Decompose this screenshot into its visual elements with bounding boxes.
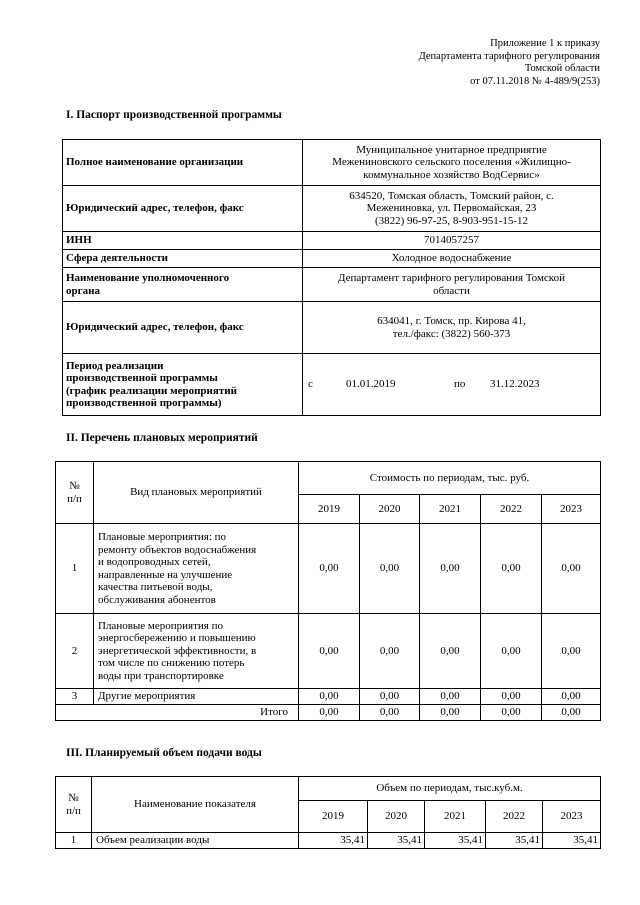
year-header: 2022 — [481, 495, 542, 524]
value-line: Муниципальное унитарное предприятие — [356, 143, 547, 156]
table-row — [63, 250, 601, 268]
table-row — [63, 268, 601, 302]
value-line: (3822) 96-97-25, 8-903-951-15-12 — [374, 214, 529, 227]
cell-value: 0,00 — [542, 705, 601, 721]
value-line: Межениновского сельского поселения «Жилищно- — [332, 156, 571, 169]
cell-value: 0,00 — [481, 689, 542, 705]
table-row — [56, 614, 601, 689]
row-value — [303, 140, 601, 186]
year-header: 2020 — [360, 495, 420, 524]
row-num: 1 — [56, 833, 92, 849]
appendix-line: Департамента тарифного регулирования — [418, 50, 600, 62]
appendix-line: от 07.11.2018 № 4-489/9(253) — [470, 75, 600, 87]
num-header — [56, 777, 92, 833]
cell-value: 0,00 — [299, 689, 360, 705]
total-label: Итого — [56, 705, 299, 721]
value-line: Межениновка, ул. Первомайская, 23 — [366, 202, 537, 215]
section2-title: II. Перечень плановых мероприятий — [66, 432, 258, 444]
passport-table — [62, 139, 601, 416]
desc-line: направленные на улучшение — [98, 568, 233, 581]
year-header: 2021 — [420, 495, 481, 524]
cost-header: Стоимость по периодам, тыс. руб. — [299, 462, 601, 495]
value-line: тел./факс: (3822) 560-373 — [392, 327, 511, 340]
desc-line: энергосбережению и повышению — [98, 632, 256, 645]
year-header: 2022 — [486, 801, 543, 833]
value-line: 634520, Томская область, Томский район, с. — [349, 189, 554, 202]
table-row — [63, 186, 601, 232]
appendix-line: Приложение 1 к приказу — [490, 38, 600, 49]
num-header — [56, 462, 94, 524]
row-value — [303, 268, 601, 302]
label-line: производственной программы) — [66, 397, 222, 409]
row-label: Сфера деятельности — [63, 250, 303, 268]
cell-value: 35,41 — [425, 833, 486, 849]
cell-value: 0,00 — [360, 524, 420, 614]
cell-value: 35,41 — [486, 833, 543, 849]
cell-value: 0,00 — [360, 689, 420, 705]
cell-value: 0,00 — [420, 689, 481, 705]
label-line: (график реализации мероприятий — [66, 384, 237, 397]
desc-line: Плановые мероприятия: по — [98, 531, 227, 543]
header-row — [56, 777, 601, 801]
desc-line: Плановые мероприятия по — [98, 619, 223, 632]
period-from: 01.01.2019 — [346, 378, 396, 391]
cell-value: 0,00 — [299, 705, 360, 721]
appendix-header — [300, 38, 600, 88]
row-label — [63, 268, 303, 302]
cell-value: 35,41 — [543, 833, 601, 849]
row-label: Полное наименование организации — [63, 140, 303, 186]
desc-line: ремонту объектов водоснабжения — [98, 543, 257, 556]
year-header: 2023 — [543, 801, 601, 833]
table-row — [63, 140, 601, 186]
year-header: 2023 — [542, 495, 601, 524]
row-value: 7014057257 — [303, 232, 601, 250]
label-line: органа — [66, 284, 100, 297]
section3-title: III. Планируемый объем подачи воды — [66, 747, 262, 759]
desc-line: воды при транспортировке — [98, 669, 224, 682]
header-line: п/п — [67, 492, 82, 505]
year-header: 2019 — [299, 801, 368, 833]
row-value — [303, 186, 601, 232]
year-header: 2021 — [425, 801, 486, 833]
row-num: 2 — [56, 614, 94, 689]
cell-value: 0,00 — [360, 614, 420, 689]
total-row — [56, 705, 601, 721]
label-line: Период реализации — [66, 359, 164, 372]
cell-value: 0,00 — [360, 705, 420, 721]
table-row — [63, 302, 601, 354]
row-label: Юридический адрес, телефон, факс — [63, 186, 303, 232]
period-from-word: с — [308, 378, 313, 391]
label-line: производственной программы — [66, 372, 218, 384]
row-desc — [94, 524, 299, 614]
name-header: Наименование показателя — [92, 777, 299, 833]
measures-table — [55, 461, 601, 721]
label-line: Наименование уполномоченного — [66, 272, 230, 284]
cell-value: 35,41 — [299, 833, 368, 849]
period-to-word: по — [454, 378, 466, 391]
header-line: п/п — [66, 804, 81, 817]
value-line: 634041, г. Томск, пр. Кирова 41, — [377, 315, 526, 327]
cell-value: 0,00 — [420, 614, 481, 689]
cell-value: 0,00 — [420, 705, 481, 721]
cell-value: 0,00 — [542, 524, 601, 614]
table-row — [63, 354, 601, 416]
row-desc: Другие мероприятия — [94, 689, 299, 705]
value-line: коммунальное хозяйство ВодСервис» — [363, 168, 540, 181]
table-row — [63, 232, 601, 250]
row-value — [303, 302, 601, 354]
year-header: 2020 — [368, 801, 425, 833]
period-to: 31.12.2023 — [490, 378, 540, 391]
water-volume-table — [55, 776, 601, 849]
desc-line: и водопроводных сетей, — [98, 556, 211, 568]
desc-line: энергетической эффективности, в — [98, 644, 257, 657]
cell-value: 0,00 — [420, 524, 481, 614]
header-row — [56, 462, 601, 495]
row-num: 1 — [56, 524, 94, 614]
cell-value: 0,00 — [542, 689, 601, 705]
section1-title: I. Паспорт производственной программы — [66, 109, 282, 121]
value-line: Департамент тарифного регулирования Томской — [338, 272, 565, 284]
desc-line: качества питьевой воды, — [98, 581, 213, 593]
row-label — [63, 354, 303, 416]
header-line: № — [68, 792, 79, 804]
cell-value: 0,00 — [299, 524, 360, 614]
cell-value: 35,41 — [368, 833, 425, 849]
kind-header: Вид плановых мероприятий — [94, 462, 299, 524]
desc-line: том числе по снижению потерь — [98, 657, 245, 670]
cell-value: 0,00 — [542, 614, 601, 689]
period-value — [303, 354, 601, 416]
row-label: Юридический адрес, телефон, факс — [63, 302, 303, 354]
table-row — [56, 524, 601, 614]
row-value: Холодное водоснабжение — [303, 250, 601, 268]
appendix-line: Томской области — [524, 63, 600, 74]
header-line: № — [69, 480, 80, 492]
cell-value: 0,00 — [481, 614, 542, 689]
row-desc: Объем реализации воды — [92, 833, 299, 849]
table-row — [56, 689, 601, 705]
volume-header: Объем по периодам, тыс.куб.м. — [299, 777, 601, 801]
table-row — [56, 833, 601, 849]
desc-line: обслуживания абонентов — [98, 593, 216, 606]
cell-value: 0,00 — [481, 705, 542, 721]
value-line: области — [433, 284, 470, 297]
year-header: 2019 — [299, 495, 360, 524]
cell-value: 0,00 — [481, 524, 542, 614]
row-num: 3 — [56, 689, 94, 705]
row-desc — [94, 614, 299, 689]
cell-value: 0,00 — [299, 614, 360, 689]
row-label: ИНН — [63, 232, 303, 250]
